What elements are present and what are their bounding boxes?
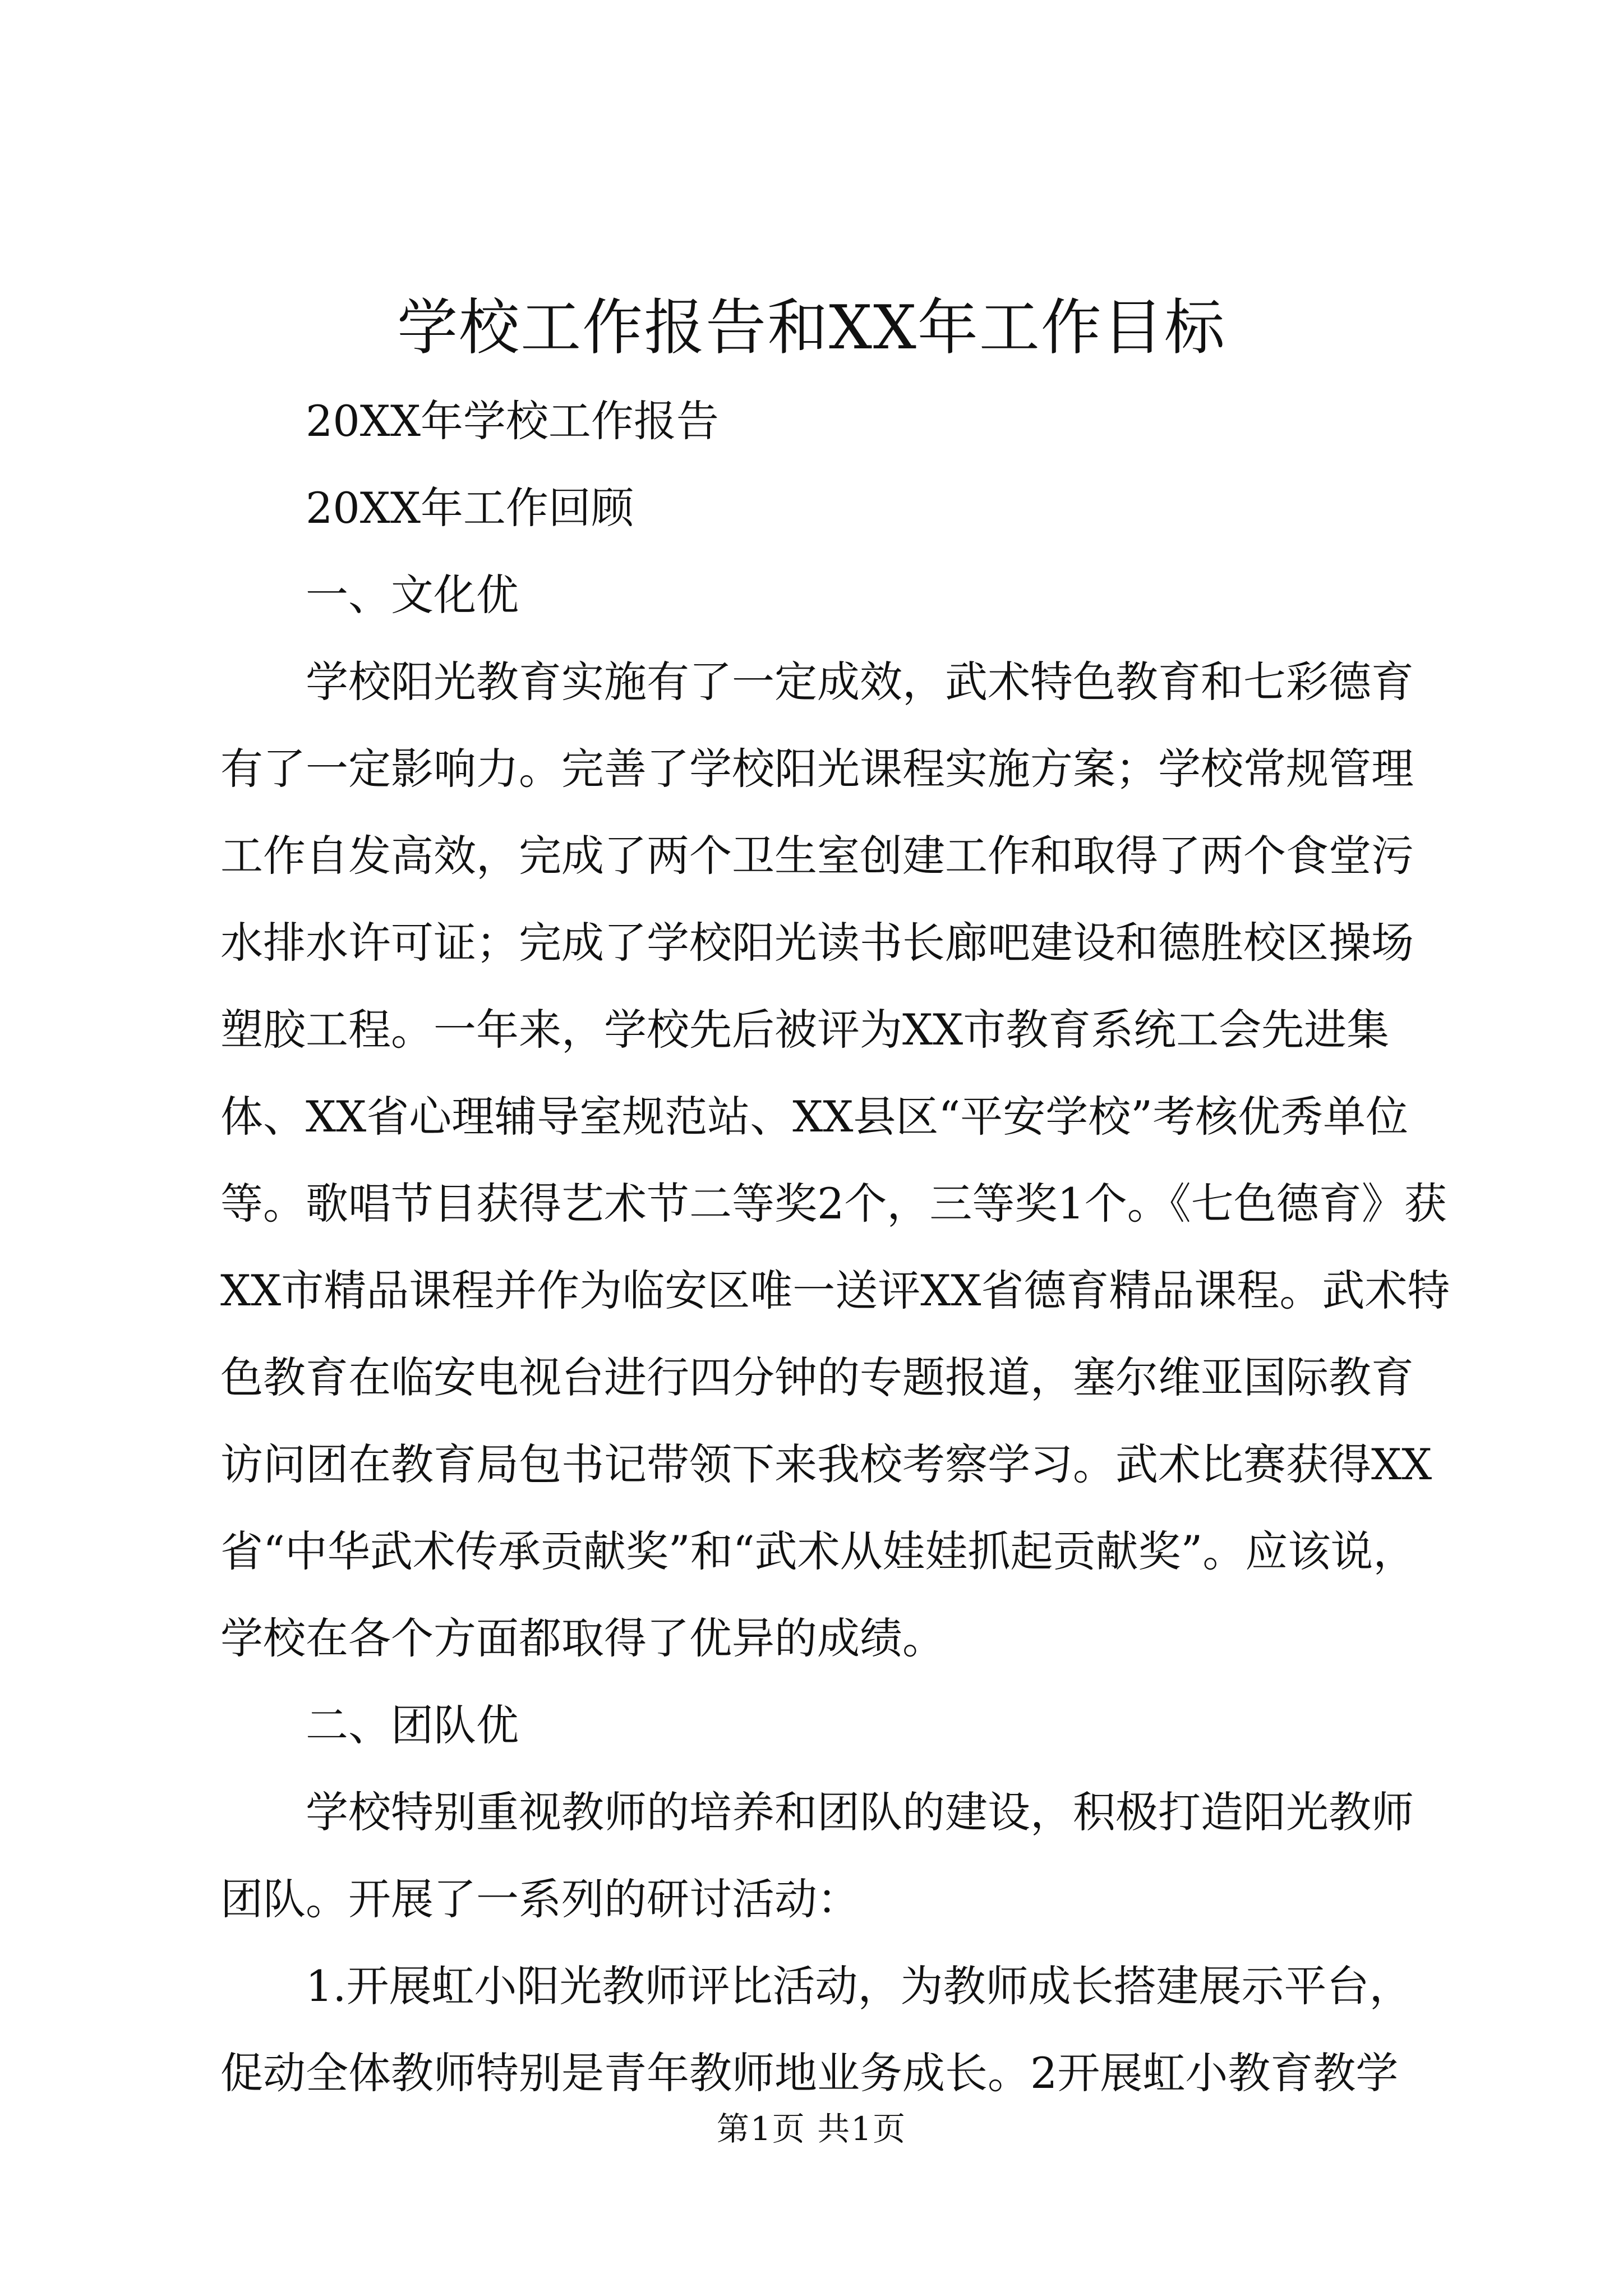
page-footer: 第1页 共1页: [716, 2110, 907, 2148]
paragraph-culture: 学校阳光教育实施有了一定成效，武术特色教育和七彩德育有了一定影响力。完善了学校阳光课程实施方案；学校常规管理工作自发高效，完成了两个卫生室创建工作和取得了两个食堂污水排水许可证；完成了学校阳光读书长廊吧建设和德胜校区操场塑胶工程。一年来，学校先后被评为XX市教育系统工会先进集体、XX省心理辅导室规范站、XX县区“平安学校”考核优秀单位等。歌唱节目获得艺术节二等奖2个，三等奖1个。《七色德育》获XX市精品课程并作为临安区唯一送评XX省德育精品课程。武术特色教育在临安电视台进行四分钟的专题报道，塞尔维亚国际教育访问团在教育局包书记带领下来我校考察学习。武术比赛获得XX省“中华武术传承贡献奖”和“武术从娃娃抓起贡献奖”。应该说，学校在各个方面都取得了优异的成绩。: [220, 657, 1450, 1663]
document-title: 学校工作报告和XX年工作目标: [397, 293, 1226, 363]
section-heading-team: 二、团队优: [306, 1700, 519, 1750]
document-body: [220, 378, 1454, 2116]
paragraph-team-intro: 学校特别重视教师的培养和团队的建设，积极打造阳光教师团队。开展了一系列的研讨活动：: [220, 1787, 1414, 1924]
paragraph-team-activities: 1.开展虹小阳光教师评比活动，为教师成长搭建展示平台，促动全体教师特别是青年教师地业务成长。2开展虹小教育教学: [220, 1961, 1412, 2098]
section-heading-culture: 一、文化优: [306, 570, 519, 620]
review-heading: 20XX年工作回顾: [306, 483, 634, 533]
report-heading: 20XX年学校工作报告: [306, 396, 719, 446]
